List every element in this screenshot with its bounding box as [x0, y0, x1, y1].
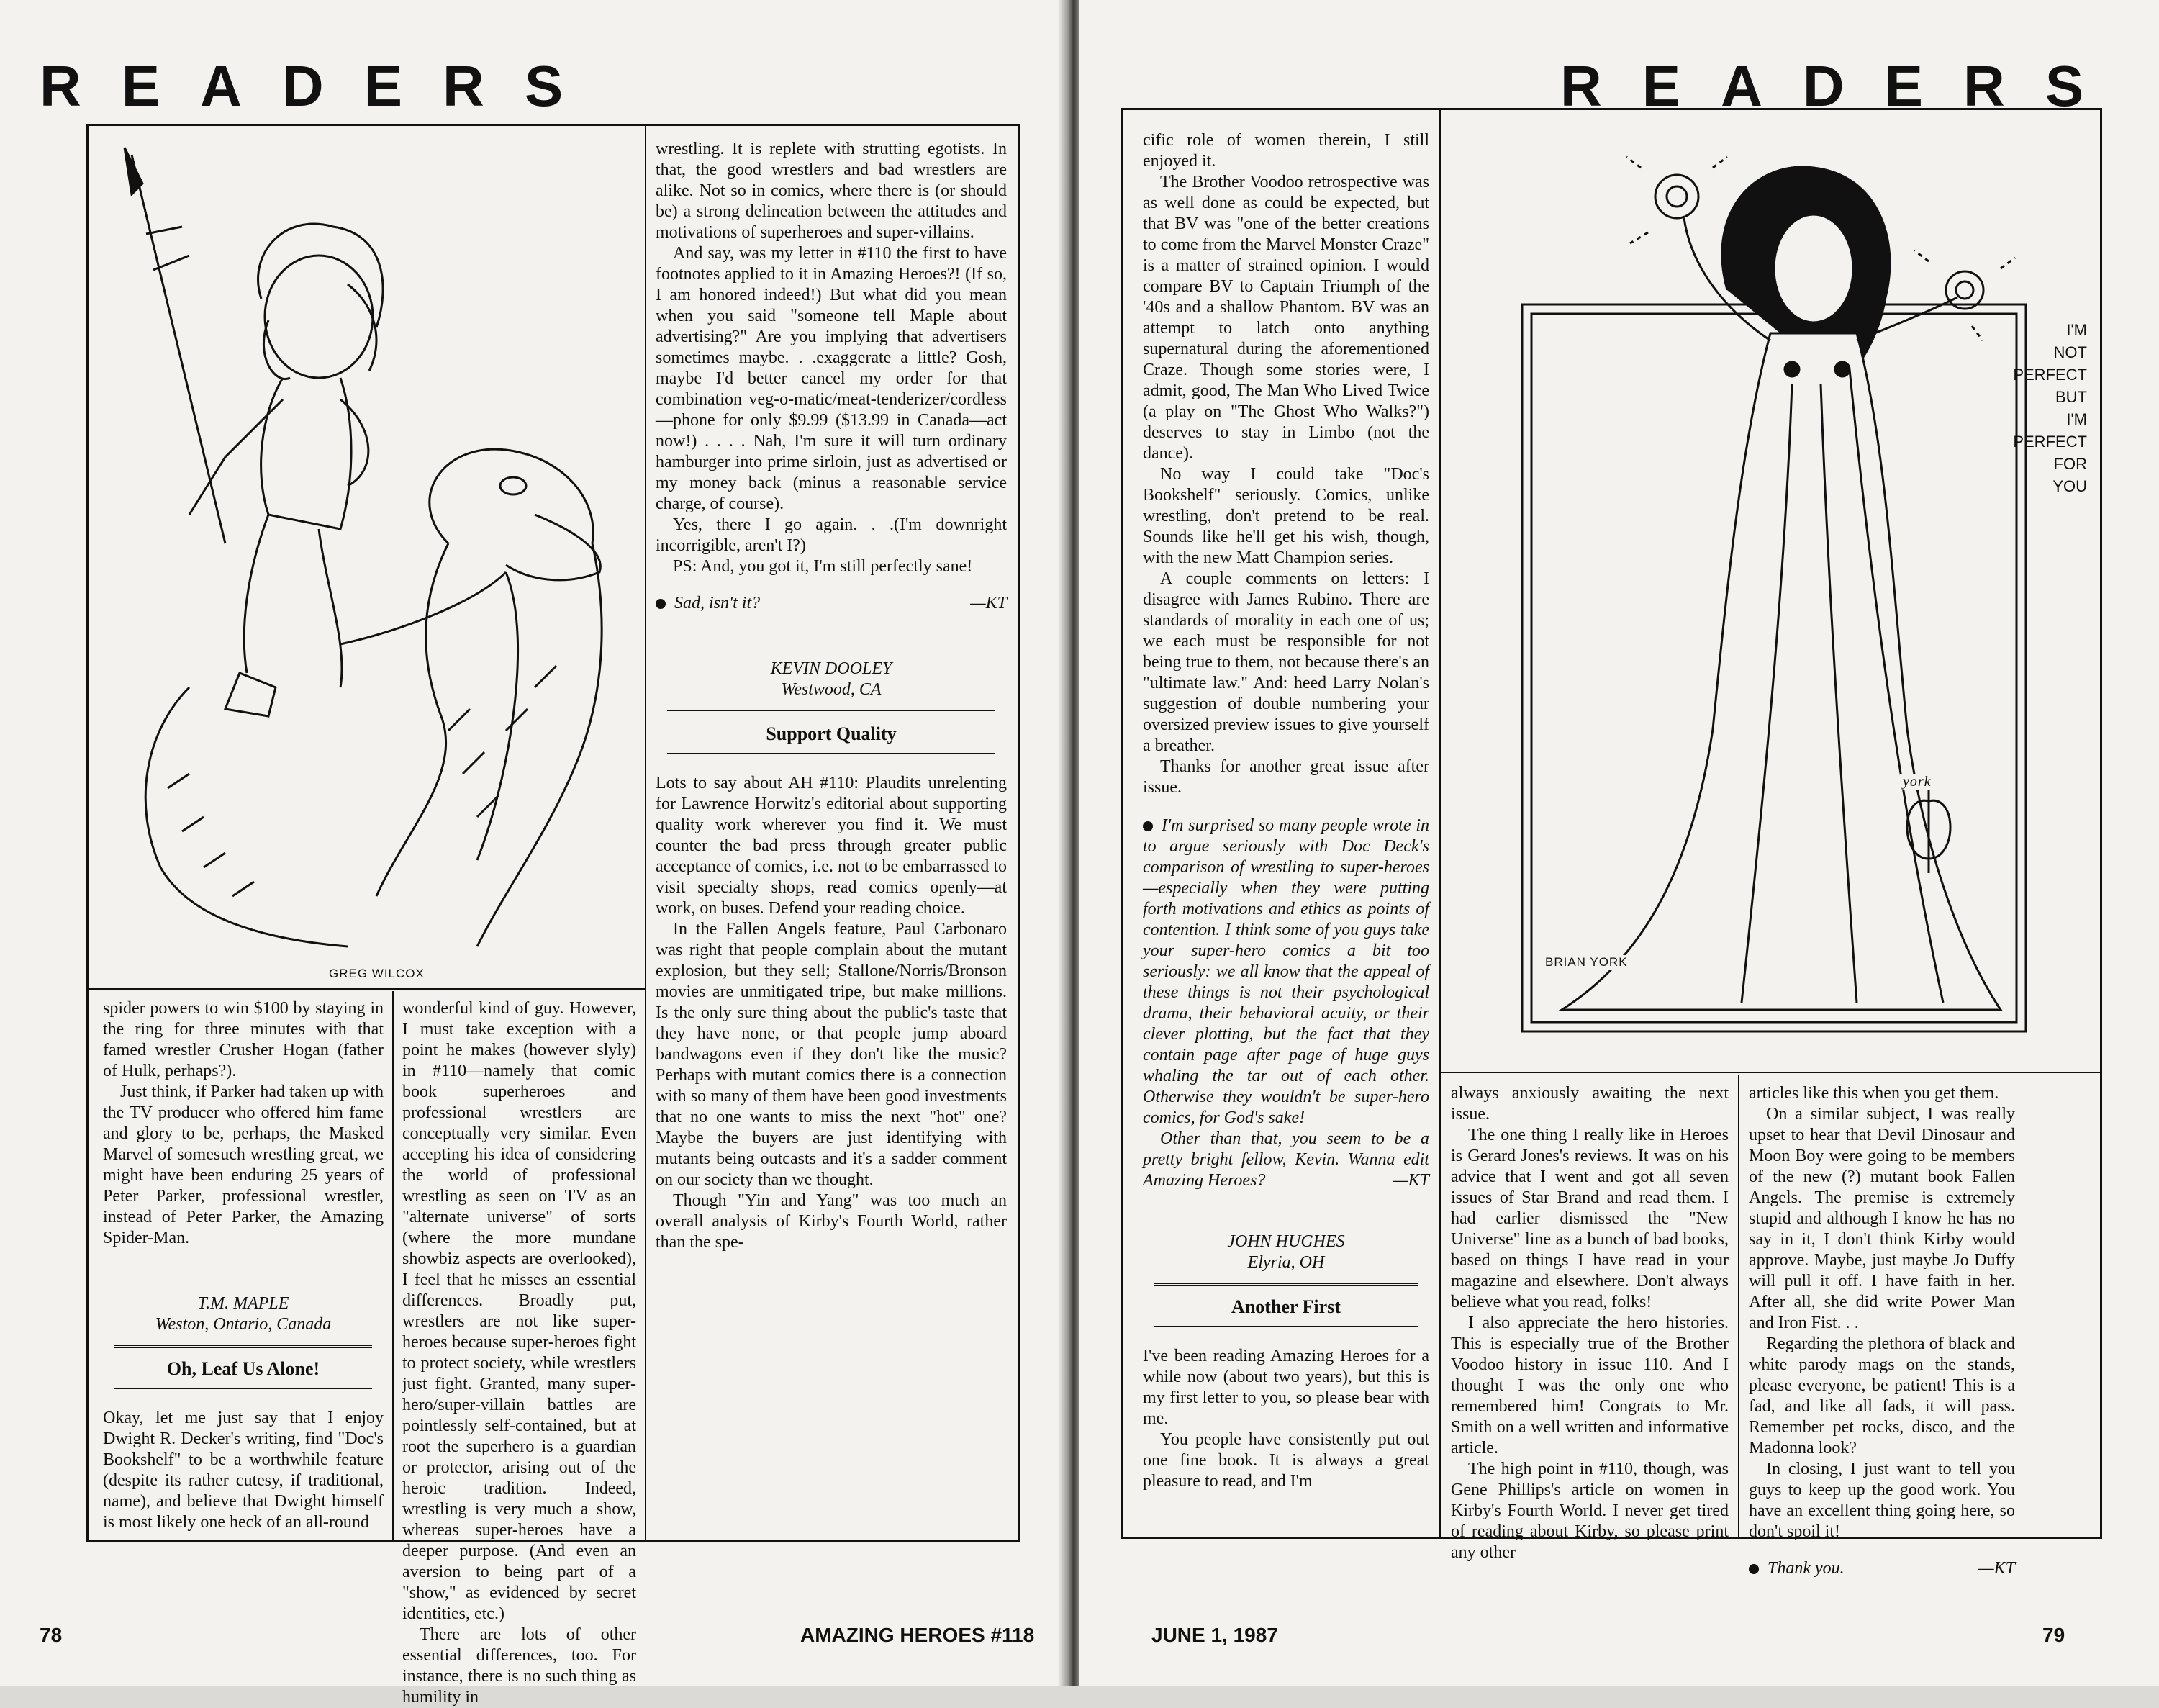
paragraph: In the Fallen Angels feature, Paul Carbonaro was right that people complain about the mutant explosion, but they sell; Stallone/Norris/Bronson movies are unmitigated tripe, but make millions. Is the only sure thing about the public's taste that they have none, or that people jump aboard bandwagons even if they don't like the music? Perhaps with mutant comics there is a connection with so many of them have been good investments that no one wants to miss the next "hot" one? Maybe the buyers are just identifying with mutants being outcasts and it's a sadder comment on our society than we thought. — [656, 920, 1007, 1189]
letter-headline: Another First — [1231, 1296, 1341, 1317]
right-column-b — [1451, 1083, 1729, 1563]
paragraph: A couple comments on letters: I disagree with James Rubino. There are standards of morality in each one of us; we each must be responsible for not being true to them, not because there's an "ultimate law." And: heed Larry Nolan's suggestion of double numbering your oversized preview issues to give yourself a breather. — [1143, 569, 1429, 755]
paragraph: Yes, there I go again. . .(I'm downright incorrigible, aren't I?) — [656, 515, 1007, 555]
letter-byline — [103, 1293, 384, 1335]
letter-writer-location: Elyria, OH — [1247, 1253, 1325, 1272]
letter-writer-location: Westwood, CA — [781, 680, 882, 699]
letter-writer-name: KEVIN DOOLEY — [770, 659, 892, 678]
letter-writer-location: Weston, Ontario, Canada — [155, 1315, 332, 1334]
column-rule — [392, 991, 394, 1540]
single-rule — [114, 1388, 372, 1389]
right-column-a — [1143, 130, 1429, 1492]
letter-writer-name: T.M. MAPLE — [197, 1294, 289, 1313]
letter-byline — [1143, 1232, 1429, 1273]
illustration-tagline: I'M NOT PERFECT BUT I'M PERFECT FOR YOU — [2013, 321, 2087, 495]
editor-reply: I'm surprised so many people wrote in to argue seriously with Doc Deck's comparison of wrestling to super-heroes—especially when they were putting forth motivations and ethics as points of contention. I think some of you guys take your super-hero comics a bit too seriously: we all know that the appeal of these things is not their psychological drama, their behavioral acuity, or their clever plotting, but the fact that they contain page after page of huge guys whaling the tar out of each other. Otherwise they wouldn't be super-hero comics, for God's sake! — [1143, 816, 1429, 1127]
right-page-frame — [1121, 108, 2102, 1578]
bullet-icon — [1749, 1564, 1759, 1574]
girl-riding-bird-illustration — [103, 140, 607, 982]
column-rule — [1439, 110, 1441, 1537]
paragraph: In closing, I just want to tell you guys to keep up the good work. You have an excellent thing going here, so don't spoil it! — [1749, 1460, 2015, 1541]
paragraph: On a similar subject, I was really upset to hear that Devil Dinosaur and Moon Boy were going to be members of the new (?) mutant book Fallen Angels. The premise is extremely stupid and although I know he has no say in it, I don't think Kirby would approve. Maybe, just maybe Jo Duffy will pull it off. I have faith in her. After all, she did write Power Man and Iron Fist. . . — [1749, 1105, 2015, 1332]
paragraph: PS: And, you got it, I'm still perfectly sane! — [673, 557, 973, 576]
paragraph: There are lots of other essential differences, too. For instance, there is no such thing as humility in — [402, 1625, 636, 1707]
paragraph: You people have consistently put out one fine book. It is always a great pleasure to read, and I'm — [1143, 1430, 1429, 1491]
page-number-left: 78 — [40, 1624, 63, 1646]
right-page — [1080, 0, 2159, 1686]
bullet-icon — [1143, 821, 1153, 831]
paragraph: always anxiously awaiting the next issue. — [1451, 1084, 1729, 1124]
letter-writer-name: JOHN HUGHES — [1227, 1232, 1345, 1251]
left-column-b — [402, 998, 636, 1708]
illustration-rule — [1439, 1072, 2100, 1073]
editor-reply: Sad, isn't it? —KT — [656, 593, 1007, 614]
letter-byline — [656, 659, 1007, 700]
right-column-c — [1749, 1083, 2015, 1579]
paragraph: Lots to say about AH #110: Plaudits unrelenting for Lawrence Horwitz's editorial about supporting quality work wherever you find it. We must counter the bad press through greater public acceptance of comics, i.e. not to be embarrassed to visit specialty shops, read comics openly—at work, on buses. Defend your reading choice. — [656, 774, 1007, 918]
paragraph: cific role of women therein, I still enjoyed it. — [1143, 131, 1429, 171]
double-rule — [1154, 1283, 1418, 1286]
paragraph: spider powers to win $100 by staying in the ring for three minutes with that famed wrestler Crusher Hogan (father of Hulk, perhaps?). — [103, 999, 384, 1080]
sorceress-illustration — [1454, 153, 2087, 1067]
artist-signature: york — [1900, 774, 1934, 790]
issue-date: JUNE 1, 1987 — [1151, 1624, 1278, 1646]
single-rule — [667, 753, 995, 754]
double-rule — [667, 710, 995, 713]
magazine-issue: AMAZING HEROES #118 — [800, 1624, 1035, 1646]
left-column-c — [656, 139, 1007, 1253]
bullet-icon — [656, 599, 666, 609]
paragraph: No way I could take "Doc's Bookshelf" seriously. Comics, unlike wrestling, don't pretend to be real. Sounds like he'll get his wish, though, with the new Matt Champion series. — [1143, 465, 1429, 567]
paragraph: I also appreciate the hero histories. This is especially true of the Brother Voodoo history in issue 110. And I thought I was the only one who remembered him! Congrats to Mr. Smith on a well written and informative article. — [1451, 1314, 1729, 1458]
paragraph: I've been reading Amazing Heroes for a while now (about two years), but this is my first letter to you, so please bear with me. — [1143, 1347, 1429, 1428]
column-rule — [645, 126, 646, 1540]
paragraph: Regarding the plethora of black and white parody mags on the stands, please everyone, be patient! This is a fad, and like all fads, it will pass. Remember pet rocks, disco, and the Madonna look? — [1749, 1334, 2015, 1458]
paragraph: Thanks for another great issue after issue. — [1143, 757, 1429, 797]
left-page — [0, 0, 1065, 1707]
editor-signature: —KT — [1393, 1171, 1429, 1190]
editor-signature: —KT — [970, 594, 1007, 613]
editor-reply: Other than that, you seem to be a pretty bright fellow, Kevin. Wanna edit Amazing Heroes? —KT — [1143, 1129, 1429, 1190]
editor-reply: Thank you. —KT — [1749, 1558, 2015, 1579]
paragraph: And say, was my letter in #110 the first to have footnotes applied to it in Amazing Heroes?! (If so, I am honored indeed!) But what did you mean when you said "someone tell Maple about advertising?" Are you implying that advertisers sometimes maybe. . .exaggerate a little? Gosh, maybe I'd better cancel my order for that combination veg-o-matic/meat-tenderizer/cordless—phone for only $9.99 ($13.99 in Canada—act now!) . . . . Nah, I'm sure it will turn ordinary hamburger into prime sirloin, just as advertised or my money back (minus a reasonable service charge, of course). — [656, 244, 1007, 513]
single-rule — [1154, 1326, 1418, 1327]
illustration-credit-right: BRIAN YORK — [1542, 955, 1631, 970]
paragraph: The Brother Voodoo retrospective was as well done as could be expected, but that BV was "one of the better creations to come from the Marvel Monster Craze" is a matter of strained opinion. I would compare BV to Captain Triumph of the '40s and a shallow Phantom. BV was an attempt to latch onto anything supernatural during the aforementioned Craze. Though some stories were, I admit, good, The Man Who Lived Twice (a play on "The Ghost Who Walks?") deserves to stay in Limbo (not the dance). — [1143, 173, 1429, 463]
page-number-right: 79 — [2042, 1624, 2065, 1646]
paragraph: Though "Yin and Yang" was too much an overall analysis of Kirby's Fourth World, rather than the spe- — [656, 1191, 1007, 1252]
letter-headline: Oh, Leaf Us Alone! — [166, 1358, 320, 1379]
paragraph: wrestling. It is replete with strutting egotists. In that, the good wrestlers and bad wrestlers are alike. Not so in comics, where there is (or should be) a strong delineation between the attitudes and motivations of superheroes and super-villains. — [656, 140, 1007, 242]
readers-header-right: READERS — [1560, 54, 2124, 118]
editor-signature: —KT — [1978, 1559, 2015, 1578]
readers-header-left: READERS — [40, 54, 604, 118]
illustration-credit-left: GREG WILCOX — [326, 967, 427, 981]
left-column-a — [103, 998, 384, 1533]
double-rule — [114, 1345, 372, 1348]
letter-headline: Support Quality — [766, 723, 897, 744]
column-rule — [1738, 1075, 1739, 1537]
illustration-rule — [89, 988, 645, 990]
paragraph: Okay, let me just say that I enjoy Dwight R. Decker's writing, find "Doc's Bookshelf" to be a worthwhile feature (despite its rather cutesy, if traditional, name), and believe that Dwight himself is most likely one heck of an all-round — [103, 1409, 384, 1532]
paragraph: articles like this when you get them. — [1749, 1084, 1999, 1103]
paragraph: The high point in #110, though, was Gene Phillips's article on women in Kirby's Fourth World. I never get tired of reading about Kirby, so please print any other — [1451, 1460, 1729, 1562]
paragraph: wonderful kind of guy. However, I must take exception with a point he makes (however slyly) in #110—namely that comic book superheroes and professional wrestlers are conceptually very similar. Even accepting his idea of considering the world of professional wrestling as seen on TV as an "alternate universe" of sorts (where the more mundane showbiz aspects are overlooked), I feel that he misses an essential differences. Broadly put, wrestlers are not like super-heroes because super-heroes fight to protect society, while wrestlers just fight. Granted, many super-hero/super-villain battles are pointlessly self-contained, but at root the superhero is a guardian or protector, arising out of the heroic tradition. Indeed, wrestling is very much a show, whereas super-heroes have a deeper purpose. (And even an aversion to being part of a "show," as evidenced by secret identities, etc.) — [402, 999, 636, 1623]
paragraph: The one thing I really like in Heroes is Gerard Jones's reviews. It was on his advice that I went and got all seven issues of Star Brand and read them. I had earlier dismissed the "New Universe" line as a bunch of bad books, based on things I have read in your magazine and elsewhere. Don't always believe what you read, folks! — [1451, 1126, 1729, 1311]
paragraph: Just think, if Parker had taken up with the TV producer who offered him fame and glory to be, perhaps, the Masked Marvel of somesuch wrestling great, we might have been enduring 25 years of Peter Parker, professional wrestler, instead of Peter Parker, the Amazing Spider-Man. — [103, 1083, 384, 1247]
